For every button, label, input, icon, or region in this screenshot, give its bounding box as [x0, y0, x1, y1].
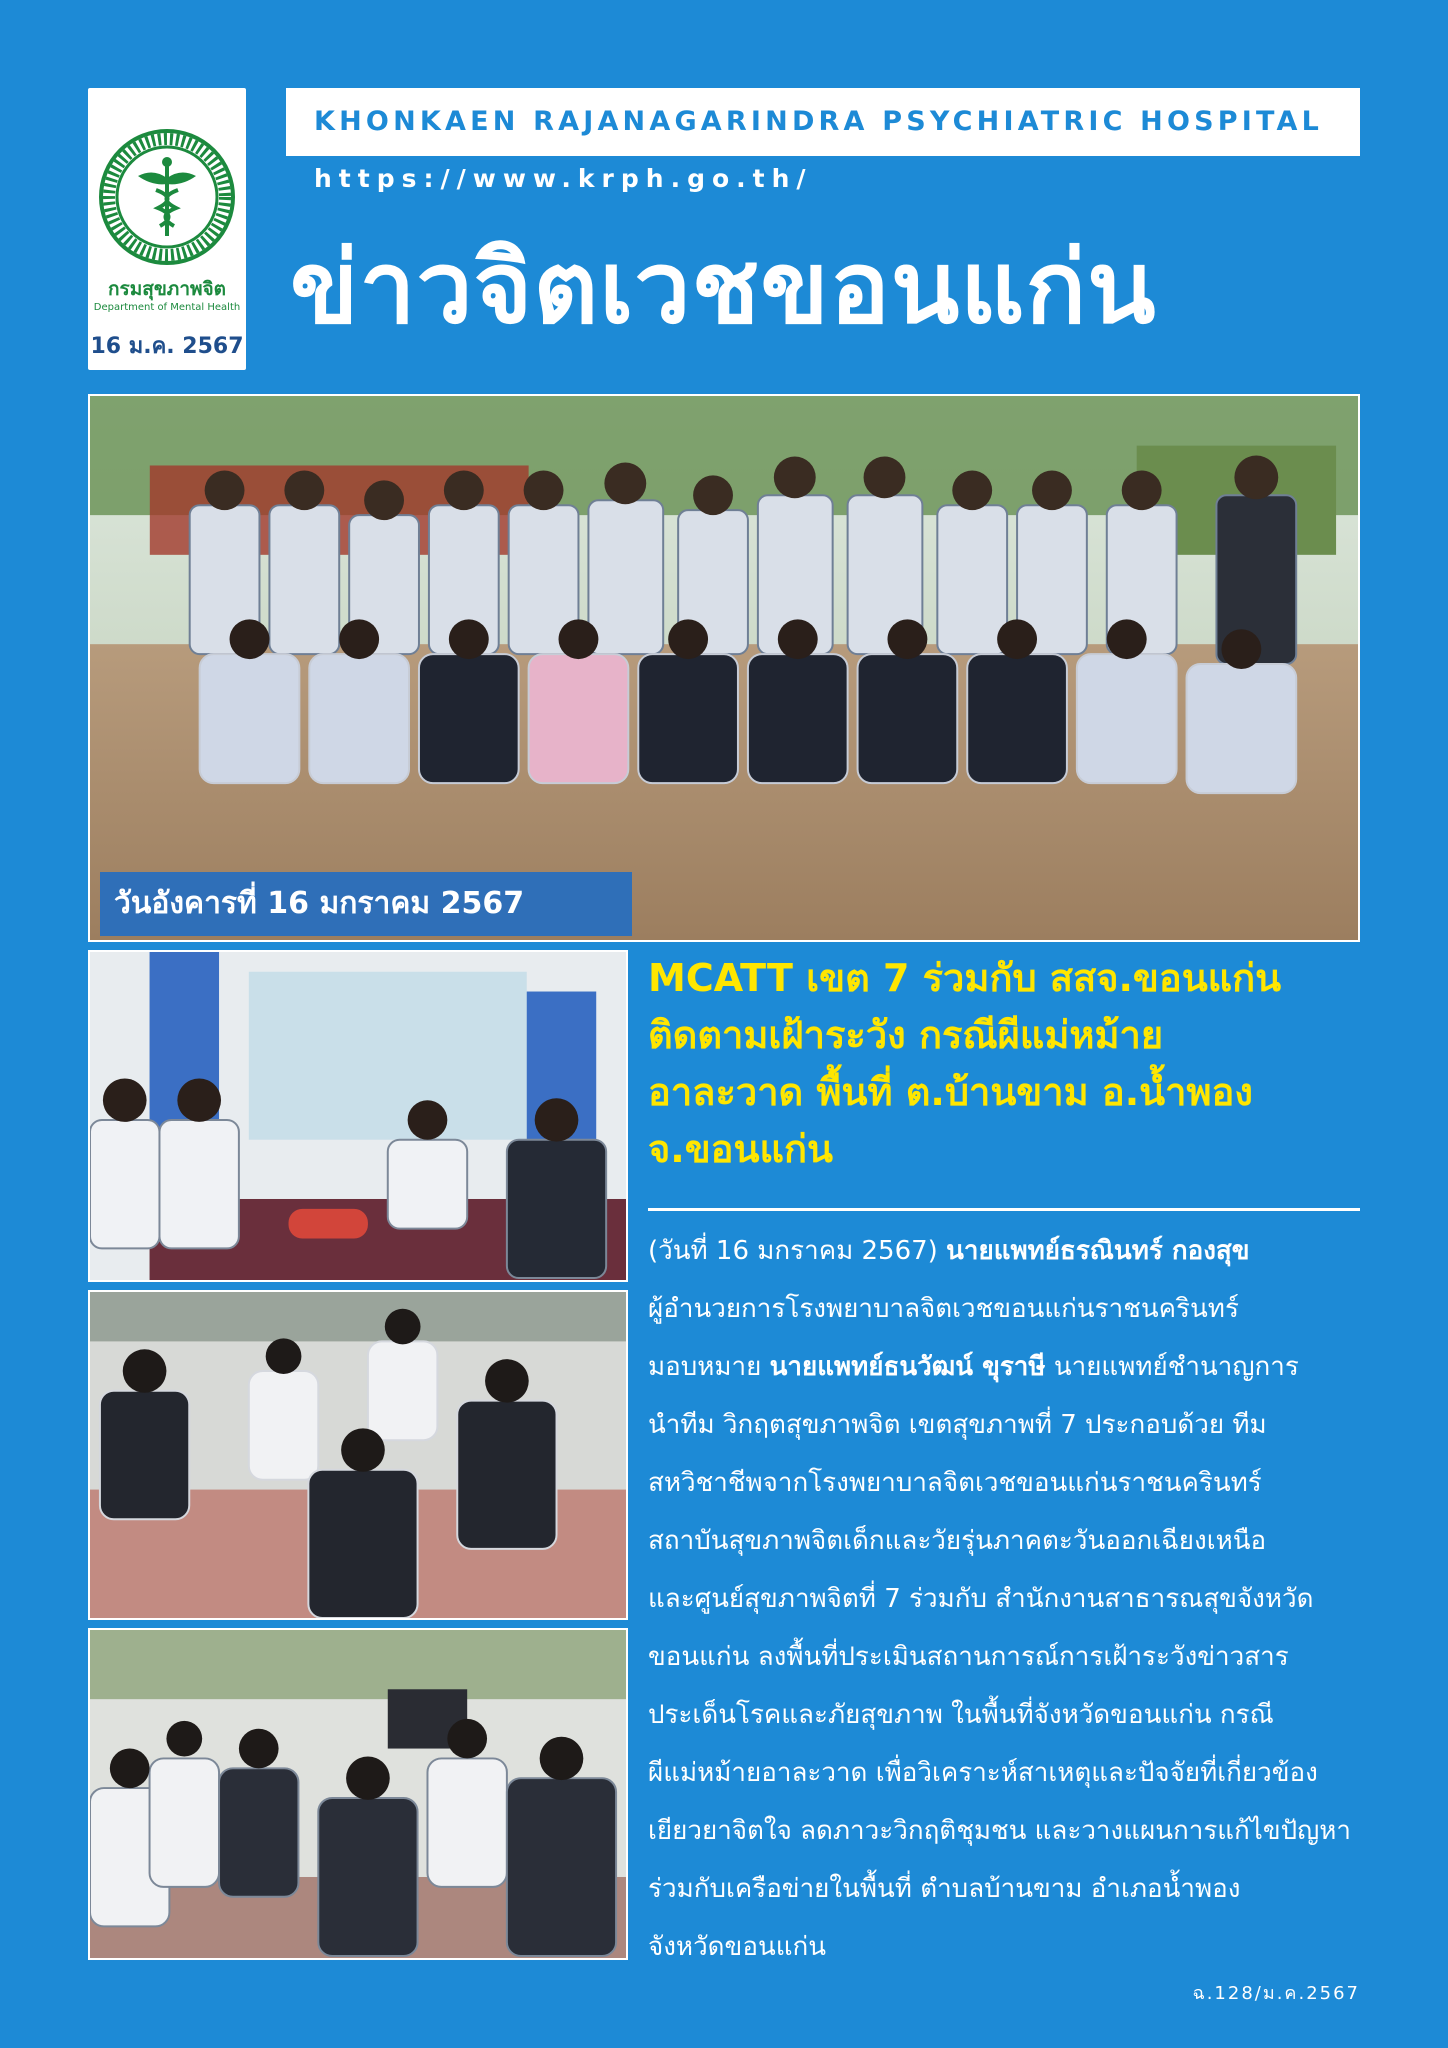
body-line: ร่วมกับเครือข่ายในพื้นที่ ตำบลบ้านขาม อำเภอน้ำพอง [648, 1874, 1241, 1904]
body-text-span: มอบหมาย [648, 1352, 770, 1382]
body-line: นำทีม วิกฤตสุขภาพจิต เขตสุขภาพที่ 7 ประกอบด้วย ทีม [648, 1410, 1267, 1440]
article-body [648, 1222, 1360, 1976]
main-group-photo [88, 394, 1360, 942]
body-line: เยียวยาจิตใจ ลดภาวะวิกฤติชุมชน และวางแผนการแก้ไขปัญหา [648, 1816, 1352, 1846]
director-name: นายแพทย์ธรณินทร์ กองสุข [946, 1236, 1250, 1266]
headline-line: ติดตามเฝ้าระวัง กรณีผีแม่หม้าย [648, 1013, 1164, 1057]
article-headline [648, 950, 1360, 1178]
body-line: สถาบันสุขภาพจิตเด็กและวัยรุ่นภาคตะวันออกเฉียงเหนือ [648, 1526, 1267, 1556]
body-line [648, 1222, 1360, 1280]
group-photo-image [90, 396, 1358, 940]
ministry-seal-icon [98, 128, 236, 266]
body-line: สหวิชาชีพจากโรงพยาบาลจิตเวชขอนแก่นราชนครินทร์ [648, 1468, 1262, 1498]
body-line: ประเด็นโรคและภัยสุขภาพ ในพื้นที่จังหวัดขอนแก่น กรณี [648, 1700, 1274, 1730]
body-line [648, 1338, 1360, 1396]
headline-line: จ.ขอนแก่น [648, 1127, 833, 1171]
website-url: https://www.krph.go.th/ [314, 164, 813, 193]
body-text-span: (วันที่ 16 มกราคม 2567) [648, 1236, 947, 1266]
doctor-name: นายแพทย์ธนวัฒน์ ขุราษี [769, 1352, 1046, 1382]
body-line: และศูนย์สุขภาพจิตที่ 7 ร่วมกับ สำนักงานสาธารณสุขจังหวัด [648, 1584, 1314, 1614]
meeting-outdoor-2-image [90, 1630, 626, 1958]
meeting-photo-indoor [88, 950, 628, 1282]
headline-divider [648, 1208, 1360, 1211]
meeting-indoor-image [90, 952, 626, 1280]
photo-date-caption: วันอังคารที่ 16 มกราคม 2567 [100, 872, 632, 936]
department-name-thai: กรมสุขภาพจิต [107, 278, 226, 300]
body-text-span: นายแพทย์ชำนาญการ [1045, 1352, 1299, 1382]
meeting-photo-outdoor-2 [88, 1628, 628, 1960]
ministry-logo-box [88, 88, 246, 370]
hospital-name-banner: KHONKAEN RAJANAGARINDRA PSYCHIATRIC HOSPITAL [286, 88, 1360, 156]
department-name-english: Department of Mental Health [93, 302, 241, 313]
meeting-outdoor-1-image [90, 1292, 626, 1618]
body-line: ผู้อำนวยการโรงพยาบาลจิตเวชขอนแก่นราชนครินทร์ [648, 1294, 1239, 1324]
headline-line: MCATT เขต 7 ร่วมกับ สสจ.ขอนแก่น [648, 956, 1282, 1000]
body-line: จังหวัดขอนแก่น [648, 1932, 826, 1962]
reference-number: ฉ.128/ม.ค.2567 [1192, 1983, 1360, 2004]
meeting-photo-outdoor-1 [88, 1290, 628, 1620]
body-line: ผีแม่หม้ายอาละวาด เพื่อวิเคราะห์สาเหตุและปัจจัยที่เกี่ยวข้อง [648, 1758, 1318, 1788]
body-line: ขอนแก่น ลงพื้นที่ประเมินสถานการณ์การเฝ้าระวังข่าวสาร [648, 1642, 1289, 1672]
headline-line: อาละวาด พื้นที่ ต.บ้านขาม อ.น้ำพอง [648, 1070, 1253, 1114]
issue-date: 16 ม.ค. 2567 [90, 334, 244, 359]
masthead-title: ข่าวจิตเวชขอนแก่น [290, 229, 1157, 346]
